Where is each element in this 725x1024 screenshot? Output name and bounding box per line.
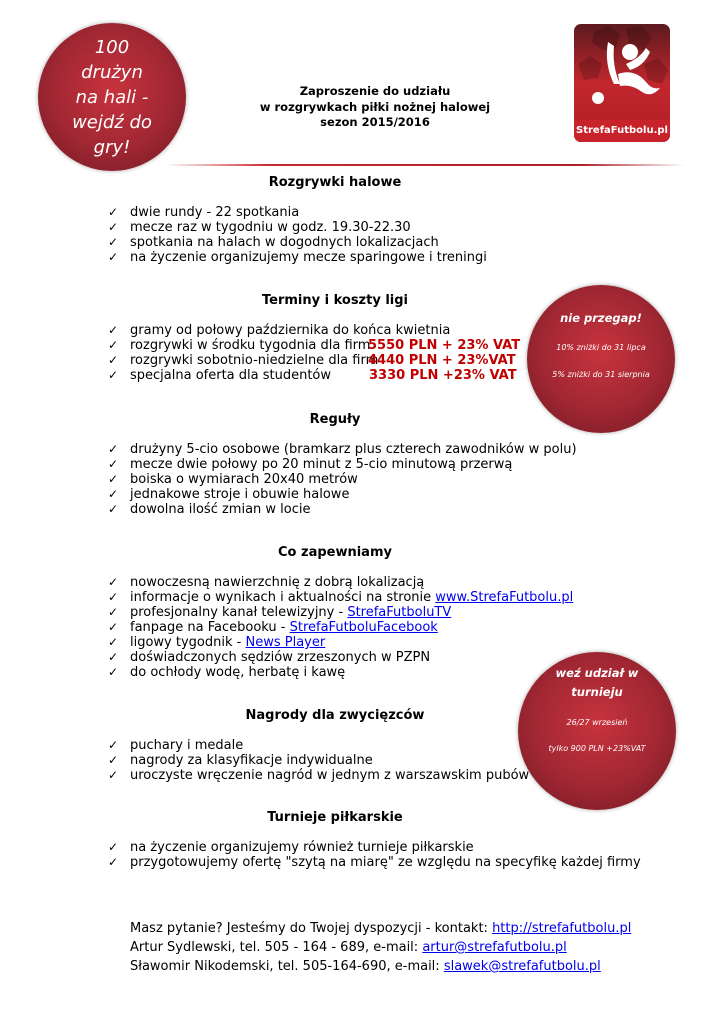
list-item: ✓ gramy od połowy października do końca kwietnia	[108, 323, 451, 338]
checkmark-icon: ✓	[108, 575, 119, 589]
checkmark-icon: ✓	[108, 472, 119, 486]
section-heading-reguly: Reguły	[309, 412, 361, 427]
tournament-title-1: weź udział w	[555, 666, 639, 680]
checkmark-icon: ✓	[108, 768, 119, 782]
promo-badge-main-text: 100 drużyn na hali - wejdź do gry!	[72, 36, 152, 158]
list-item: ✓ drużyny 5-cio osobowe (bramkarz plus czterech zawodników w polu)	[108, 442, 577, 457]
checkmark-icon: ✓	[108, 635, 119, 649]
checkmark-icon: ✓	[108, 650, 119, 664]
list-zapewniamy	[108, 575, 573, 680]
header-divider	[165, 164, 685, 166]
list-rozgrywki	[108, 205, 487, 265]
checkmark-icon: ✓	[108, 738, 119, 752]
checkmark-icon: ✓	[108, 250, 119, 264]
news-player-link[interactable]: News Player	[245, 635, 326, 650]
tournament-badge	[518, 652, 676, 810]
list-item: ✓ rozgrywki sobotnio-niedzielne dla firm 4440 PLN + 23%VAT	[108, 353, 516, 368]
checkmark-icon: ✓	[108, 368, 119, 382]
homepage-link[interactable]: http://strefafutbolu.pl	[492, 921, 632, 936]
logo-text: StrefaFutbolu.pl	[574, 120, 670, 142]
promo-title: nie przegap!	[560, 311, 642, 325]
strefafutbolu-logo	[574, 24, 670, 142]
list-item: ✓ doświadczonych sędziów zrzeszonych w PZPN	[108, 650, 431, 665]
checkmark-icon: ✓	[108, 220, 119, 234]
tournament-title-2: turnieju	[571, 685, 623, 699]
list-turnieje	[108, 840, 641, 870]
checkmark-icon: ✓	[108, 457, 119, 471]
email-artur-link[interactable]: artur@strefafutbolu.pl	[422, 940, 567, 955]
list-item: ✓ przygotowujemy ofertę "szytą na miarę" ze względu na specyfikę każdej firmy	[108, 855, 641, 870]
list-item: ✓ mecze dwie połowy po 20 minut z 5-cio minutową przerwą	[108, 457, 513, 472]
list-item: ✓ rozgrywki w środku tygodnia dla firm 5550 PLN + 23% VAT	[108, 338, 521, 353]
contact-line-3: Sławomir Nikodemski, tel. 505-164-690, e-mail: slawek@strefafutbolu.pl	[130, 959, 601, 974]
list-item: ✓ mecze raz w tygodniu w godz. 19.30-22.30	[108, 220, 411, 235]
checkmark-icon: ✓	[108, 753, 119, 767]
list-item: ✓ na życzenie organizujemy również turnieje piłkarskie	[108, 840, 474, 855]
list-reguly	[108, 442, 577, 517]
list-item: ✓ boiska o wymiarach 20x40 metrów	[108, 472, 358, 487]
section-heading-zapewniamy: Co zapewniamy	[278, 545, 392, 560]
list-item: ✓ jednakowe stroje i obuwie halowe	[108, 487, 350, 502]
checkmark-icon: ✓	[108, 605, 119, 619]
list-item: ✓ spotkania na halach w dogodnych lokalizacjach	[108, 235, 439, 250]
section-heading-nagrody: Nagrody dla zwycięzców	[245, 708, 425, 723]
invitation-line-1: Zaproszenie do udziału	[299, 84, 451, 98]
checkmark-icon: ✓	[108, 840, 119, 854]
list-nagrody	[108, 738, 529, 783]
checkmark-icon: ✓	[108, 442, 119, 456]
checkmark-icon: ✓	[108, 338, 119, 352]
section-heading-turnieje: Turnieje piłkarskie	[267, 810, 403, 825]
contact-block	[130, 919, 631, 976]
list-item: ✓ informacje o wynikach i aktualności na stronie www.StrefaFutbolu.pl	[108, 590, 574, 605]
checkmark-icon: ✓	[108, 502, 119, 516]
promo-line-1: 10% zniżki do 31 lipca	[556, 343, 646, 352]
list-item: ✓ nagrody za klasyfikacje indywidualne	[108, 753, 373, 768]
website-link[interactable]: www.StrefaFutbolu.pl	[435, 590, 574, 605]
promo-badge-discount	[527, 285, 675, 433]
list-item: ✓ profesjonalny kanał telewizyjny - StrefaFutboluTV	[108, 605, 452, 620]
list-item: ✓ dowolna ilość zmian w locie	[108, 502, 311, 517]
checkmark-icon: ✓	[108, 353, 119, 367]
list-item: ✓ do ochłody wodę, herbatę i kawę	[108, 665, 346, 680]
tv-channel-link[interactable]: StrefaFutboluTV	[347, 605, 452, 620]
list-item: ✓ fanpage na Facebooku - StrefaFutboluFacebook	[108, 620, 438, 635]
checkmark-icon: ✓	[108, 855, 119, 869]
contact-line-1: Masz pytanie? Jesteśmy do Twojej dyspozycji - kontakt: http://strefafutbolu.pl	[130, 921, 632, 936]
contact-line-2: Artur Sydlewski, tel. 505 - 164 - 689, e-mail: artur@strefafutbolu.pl	[130, 940, 567, 955]
section-heading-rozgrywki: Rozgrywki halowe	[268, 175, 402, 190]
checkmark-icon: ✓	[108, 487, 119, 501]
list-item: ✓ specjalna oferta dla studentów 3330 PLN +23% VAT	[108, 368, 517, 383]
price-weekend: 4440 PLN + 23%VAT	[368, 353, 516, 368]
invitation-line-2: w rozgrywkach piłki nożnej halowej	[259, 99, 491, 114]
checkmark-icon: ✓	[108, 665, 119, 679]
price-midweek: 5550 PLN + 23% VAT	[368, 338, 521, 353]
tournament-date: 26/27 wrzesień	[566, 718, 628, 727]
list-item: ✓ uroczyste wręczenie nagród w jednym z warszawskim pubów	[108, 768, 530, 783]
price-students: 3330 PLN +23% VAT	[369, 368, 517, 383]
facebook-link[interactable]: StrefaFutboluFacebook	[289, 620, 438, 635]
invitation-title	[250, 84, 500, 131]
checkmark-icon: ✓	[108, 323, 119, 337]
email-slawek-link[interactable]: slawek@strefafutbolu.pl	[443, 959, 601, 974]
checkmark-icon: ✓	[108, 205, 119, 219]
list-item: ✓ puchary i medale	[108, 738, 244, 753]
promo-line-2: 5% zniżki do 31 sierpnia	[552, 370, 650, 379]
list-item: ✓ na życzenie organizujemy mecze sparingowe i treningi	[108, 250, 487, 265]
player-logo-icon	[574, 24, 670, 120]
list-item: ✓ dwie rundy - 22 spotkania	[108, 205, 300, 220]
tournament-price: tylko 900 PLN +23%VAT	[548, 744, 646, 753]
list-terminy	[108, 323, 521, 383]
checkmark-icon: ✓	[108, 620, 119, 634]
invitation-line-3: sezon 2015/2016	[320, 115, 430, 129]
section-heading-terminy: Terminy i koszty ligi	[261, 293, 409, 308]
checkmark-icon: ✓	[108, 235, 119, 249]
promo-badge-main	[38, 23, 186, 171]
checkmark-icon: ✓	[108, 590, 119, 604]
list-item: ✓ ligowy tygodnik - News Player	[108, 635, 326, 650]
list-item: ✓ nowoczesną nawierzchnię z dobrą lokalizacją	[108, 575, 425, 590]
